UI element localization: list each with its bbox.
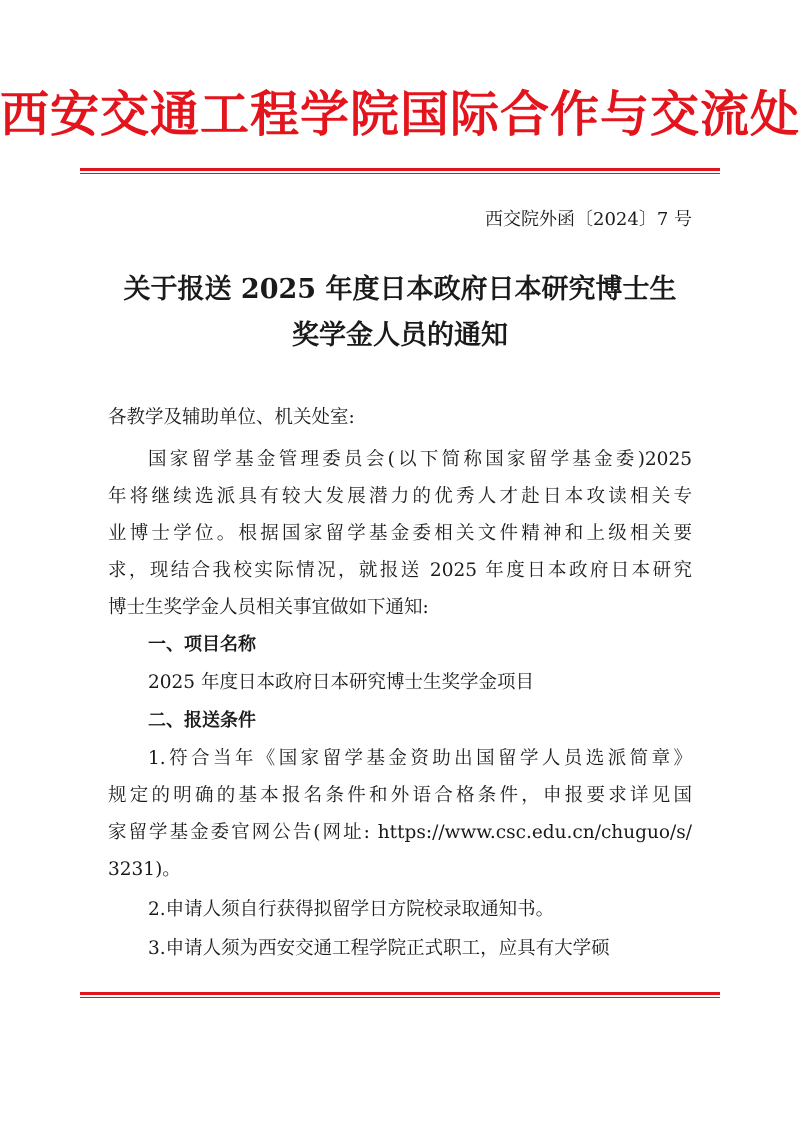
footer-divider bbox=[80, 992, 720, 998]
header-divider bbox=[80, 168, 720, 174]
paragraph-line: 求，现结合我校实际情况，就报送 2025 年度日本政府日本研究 bbox=[108, 560, 692, 581]
paragraph-line: 博士生奖学金人员相关事宜做如下通知: bbox=[108, 597, 429, 618]
paragraph-line: 年将继续选派具有较大发展潜力的优秀人才赴日本攻读相关专 bbox=[108, 486, 692, 507]
paragraph-line: 业博士学位。根据国家留学基金委相关文件精神和上级相关要 bbox=[108, 523, 692, 544]
section-heading: 一、项目名称 bbox=[148, 634, 256, 655]
organization-header: 西安交通工程学院国际合作与交流处 bbox=[0, 85, 800, 143]
condition-item-line: 规定的明确的基本报名条件和外语合格条件，申报要求详见国 bbox=[108, 785, 692, 806]
paragraph-line: 国家留学基金管理委员会(以下简称国家留学基金委)2025 bbox=[148, 449, 692, 470]
condition-item-line: 3231)。 bbox=[108, 859, 181, 880]
document-number: 西交院外函〔2024〕7 号 bbox=[485, 209, 692, 230]
salutation: 各教学及辅助单位、机关处室: bbox=[108, 407, 355, 428]
section-text: 2025 年度日本政府日本研究博士生奖学金项目 bbox=[148, 672, 534, 693]
condition-item: 2.申请人须自行获得拟留学日方院校录取通知书。 bbox=[148, 899, 555, 920]
section-heading: 二、报送条件 bbox=[148, 710, 256, 731]
condition-item-line: 家留学基金委官网公告(网址: https://www.csc.edu.cn/chuguo/s/ bbox=[108, 822, 692, 843]
document-title-line-1: 关于报送 2025 年度日本政府日本研究博士生 bbox=[123, 274, 677, 305]
condition-item: 3.申请人须为西安交通工程学院正式职工，应具有大学硕 bbox=[148, 938, 610, 959]
condition-item-line: 1.符合当年《国家留学基金资助出国留学人员选派简章》 bbox=[148, 748, 692, 769]
document-title-line-2: 奖学金人员的通知 bbox=[292, 320, 508, 351]
